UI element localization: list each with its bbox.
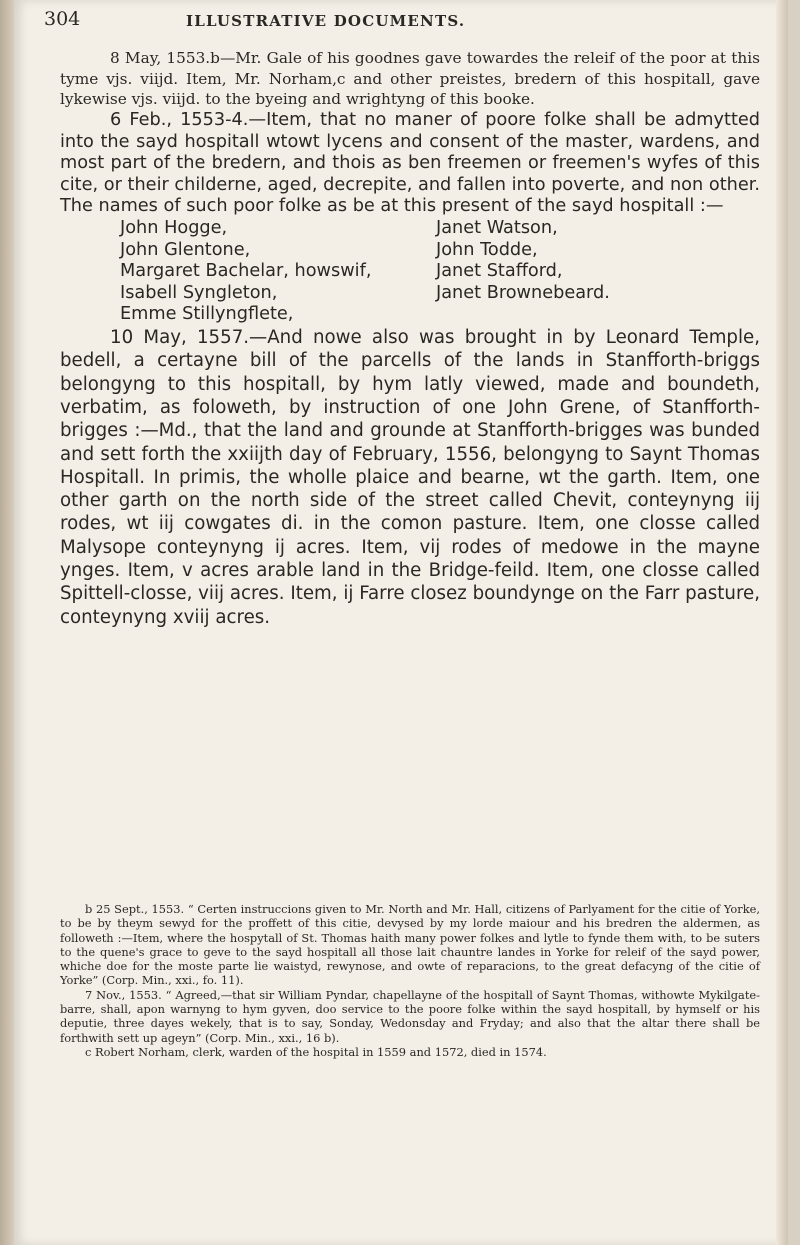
names-left-column xyxy=(120,218,440,326)
name-item: Isabell Syngleton, xyxy=(120,282,278,303)
name-item: John Glentone, xyxy=(120,239,251,260)
page-number: 304 xyxy=(44,8,81,30)
page-edge xyxy=(776,0,788,1245)
footnote-b-2: 7 Nov., 1553. “ Agreed,—that sir William Pyndar, chapellayne of the hospitall of Saynt Thomas, withowte Mykilgate-barre, shall, apon warnyng to hym gyven, doo service to the poore folke within the sayd hospitall, by hymself or his deputie, three dayes wekely, that is to say, Sonday, Wedonsday and Fryday; and also that the altar there shall be forthwith sett up ageyn” (Corp. Min., xxi., 16 b). xyxy=(60,987,760,1045)
name-item: John Hogge, xyxy=(120,218,228,239)
names-right-column xyxy=(436,218,760,326)
footnote-b-1: b 25 Sept., 1553. “ Certen instruccions given to Mr. North and Mr. Hall, citizens of Parlyament for the citie of Yorke, to be by theym sewyd for the proffett of this citie, devysed by my lorde maiour and his bredren the aldermen, as followeth :—Item, where the hospytall of St. Thomas haith many power folkes and lytle to fynde them with, to be suters to the quene's grace to geve to the sayd hospitall all those lait chauntre landes in Yorke for releif of the sayd power, whiche doe for the moste parte lie waistyd, rewynose, and owte of reparacions, to the great defacyng of the citie of Yorke” (Corp. Min., xxi., fo. 11). xyxy=(60,902,760,988)
entry-1553-may: 8 May, 1553.b—Mr. Gale of his goodnes gave towardes the releif of the poor at this tyme vjs. viijd. Item, Mr. Norham,c and other preistes, bredern of this hospitall, gave lykewise vjs. viijd. to the byeing and wrightyng of this booke. xyxy=(60,49,760,109)
names-list xyxy=(60,218,760,326)
book-spine-shadow xyxy=(0,0,14,1245)
name-item: Margaret Bachelar, howswif, xyxy=(120,261,372,282)
name-item: John Todde, xyxy=(436,239,538,260)
name-item: Janet Brownebeard. xyxy=(436,282,610,303)
running-title: ILLUSTRATIVE DOCUMENTS. xyxy=(186,12,466,30)
entry-1557-may: 10 May, 1557.—And nowe also was brought in by Leonard Temple, bedell, a certayne bill of the parcells of the lands in Stanfforth-briggs belongyng to this hospitall, by hym latly viewed, made and boundeth, verbatim, as foloweth, by instruction of one John Grene, of Stanfforth-brigges :—Md., that the land and grounde at Stanfforth-brigges was bunded and sett forth the xxiijth day of February, 1556, belongyng to Saynt Thomas Hospitall. In primis, the wholle plaice and bearne, wt the garth. Item, one other garth on the north side of the street called Chevit, conteynyng iij rodes, wt iij cowgates di. in the comon pasture. Item, one closse called Malysope conteynyng ij acres. Item, vij rodes of medowe in the mayne ynges. Item, v acres arable land in the Bridge-feild. Item, one closse called Spittell-closse, viij acres. Item, ij Farre closez boundynge on the Farr pasture, conteynyng xviij acres. xyxy=(60,327,760,628)
body-text xyxy=(60,48,760,629)
name-item: Emme Stillyngflete, xyxy=(120,304,294,325)
footnotes xyxy=(60,902,760,1059)
name-item: Janet Stafford, xyxy=(436,261,563,282)
footnote-c: c Robert Norham, clerk, warden of the hospital in 1559 and 1572, died in 1574. xyxy=(85,1044,547,1059)
name-item: Janet Watson, xyxy=(436,218,558,239)
entry-1553-feb: 6 Feb., 1553-4.—Item, that no maner of poore folke shall be admytted into the sayd hospitall wtowt lycens and consent of the master, wardens, and most part of the bredern, and thois as ben freemen or freemen's wyfes of this cite, or their childerne, aged, decrepite, and fallen into poverte, and non other. The names of such poor folke as be at this present of the sayd hospitall :— xyxy=(60,110,760,217)
